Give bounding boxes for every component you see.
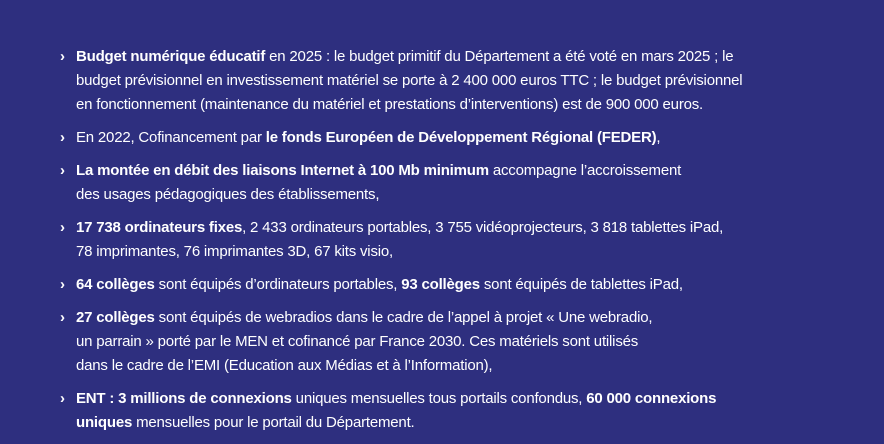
- bullet-item: [60, 273, 870, 297]
- bold-text: ENT : 3 millions de connexions: [76, 390, 292, 407]
- bullet-line: [76, 411, 870, 435]
- bullet-line: [76, 216, 870, 240]
- body-text: dans le cadre de l’EMI (Education aux Médias et à l’Information),: [76, 357, 493, 374]
- bullet-item: [60, 216, 870, 264]
- body-text: sont équipés de webradios dans le cadre de l’appel à projet « Une webradio,: [154, 309, 653, 326]
- bold-text: Budget numérique éducatif: [76, 48, 266, 65]
- body-text: uniques mensuelles tous portails confondus,: [291, 390, 587, 407]
- bullet-item: [60, 159, 870, 207]
- bold-text: 17 738 ordinateurs fixes: [76, 219, 243, 236]
- bullet-line: [76, 126, 870, 150]
- chevron-right-icon: ›: [60, 48, 65, 65]
- bullet-line: [76, 354, 870, 378]
- bold-text: La montée en débit des liaisons Internet à 100 Mb minimum: [76, 162, 489, 179]
- bullet-line: [76, 306, 870, 330]
- body-text: un parrain » porté par le MEN et cofinancé par France 2030. Ces matériels sont utilisés: [76, 333, 639, 350]
- bullet-item: [60, 45, 870, 117]
- body-text: 78 imprimantes, 76 imprimantes 3D, 67 kits visio,: [76, 243, 393, 260]
- body-text: , 2 433 ordinateurs portables, 3 755 vidéoprojecteurs, 3 818 tablettes iPad,: [242, 219, 724, 236]
- bullet-line: [76, 93, 870, 117]
- bullet-line: [76, 45, 870, 69]
- body-text: mensuelles pour le portail du Département.: [132, 414, 415, 431]
- bold-text: le fonds Européen de Développement Régional (FEDER): [265, 129, 657, 146]
- bullet-line: [76, 330, 870, 354]
- body-text: En 2022, Cofinancement par: [76, 129, 266, 146]
- bullet-line: [76, 240, 870, 264]
- chevron-right-icon: ›: [60, 129, 65, 146]
- bold-text: 64 collèges: [76, 276, 155, 293]
- bullet-line: [76, 69, 870, 93]
- chevron-right-icon: ›: [60, 219, 65, 236]
- bullet-line: [76, 387, 870, 411]
- body-text: sont équipés de tablettes iPad,: [479, 276, 683, 293]
- bullet-line: [76, 183, 870, 207]
- bold-text: uniques: [76, 414, 133, 431]
- chevron-right-icon: ›: [60, 276, 65, 293]
- body-text: sont équipés d’ordinateurs portables,: [154, 276, 402, 293]
- chevron-right-icon: ›: [60, 309, 65, 326]
- bullet-line: [76, 159, 870, 183]
- body-text: budget prévisionnel en investissement matériel se porte à 2 400 000 euros TTC ; le budget prévisionnel: [76, 72, 743, 89]
- body-text: en 2025 : le budget primitif du Département a été voté en mars 2025 ; le: [265, 48, 734, 65]
- bullet-item: [60, 387, 870, 435]
- bold-text: 27 collèges: [76, 309, 155, 326]
- chevron-right-icon: ›: [60, 390, 65, 407]
- body-text: des usages pédagogiques des établissements,: [76, 186, 380, 203]
- bullet-line: [76, 273, 870, 297]
- chevron-right-icon: ›: [60, 162, 65, 179]
- bold-text: 60 000 connexions: [586, 390, 717, 407]
- bullet-item: [60, 126, 870, 150]
- body-text: ,: [656, 129, 661, 146]
- bullet-item: [60, 306, 870, 378]
- body-text: en fonctionnement (maintenance du matériel et prestations d’interventions) est de 900 000 euros.: [76, 96, 704, 113]
- bold-text: 93 collèges: [401, 276, 480, 293]
- body-text: accompagne l’accroissement: [488, 162, 682, 179]
- bullet-list: [60, 45, 870, 444]
